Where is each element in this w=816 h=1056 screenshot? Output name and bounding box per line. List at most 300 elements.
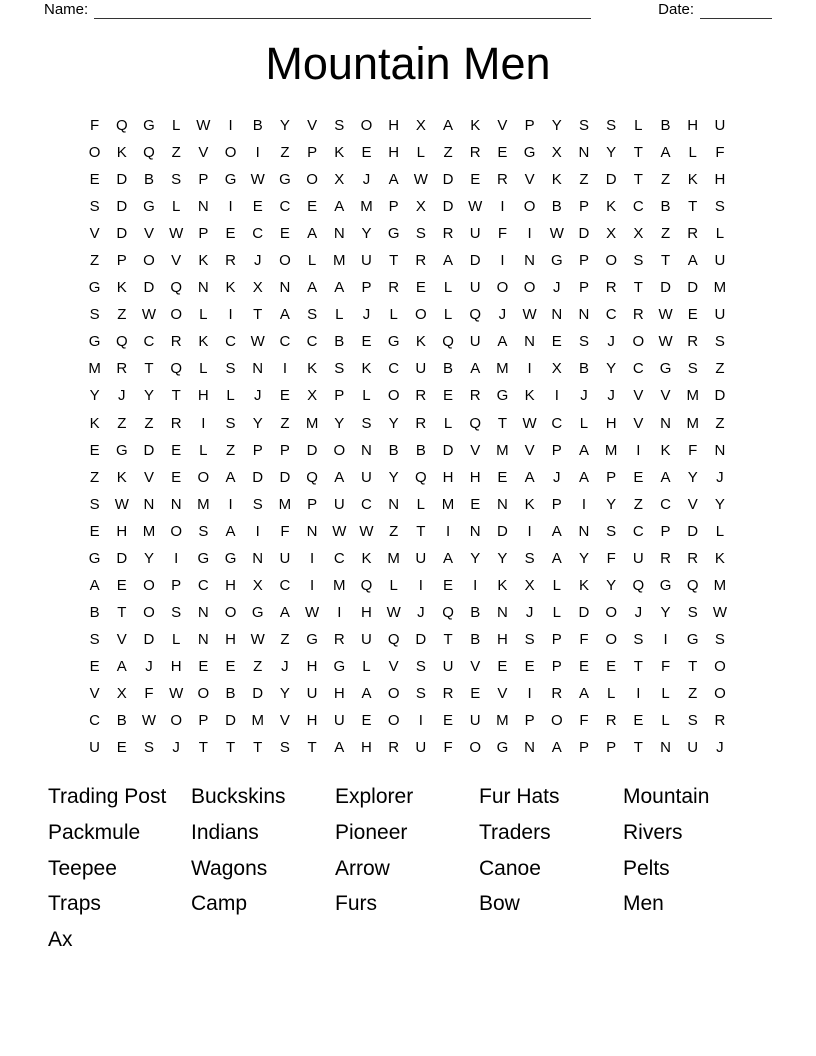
- grid-letter: S: [606, 522, 617, 540]
- grid-letter: P: [361, 279, 372, 297]
- grid-letter: E: [361, 144, 372, 162]
- grid-letter: C: [551, 414, 563, 432]
- page-title: Mountain Men: [265, 38, 551, 89]
- grid-letter: W: [658, 333, 673, 351]
- grid-letter: B: [443, 360, 454, 378]
- grid-letter: Y: [497, 549, 508, 567]
- grid-letter: Q: [686, 576, 699, 594]
- grid-letter: O: [360, 117, 373, 135]
- grid-letter: Z: [280, 414, 290, 432]
- grid-letter: K: [524, 495, 535, 513]
- grid-letter: G: [224, 171, 237, 189]
- grid-letter: P: [578, 252, 589, 270]
- grid-letter: J: [607, 387, 615, 405]
- grid-letter: L: [199, 441, 208, 459]
- grid-letter: Z: [144, 414, 154, 432]
- word-list-item: Teepee: [48, 856, 117, 880]
- grid-letter: R: [170, 333, 182, 351]
- grid-letter: R: [415, 387, 427, 405]
- grid-letter: P: [252, 441, 263, 459]
- grid-letter: M: [333, 252, 346, 270]
- grid-letter: E: [497, 144, 508, 162]
- grid-letter: V: [116, 630, 127, 648]
- grid-letter: A: [470, 360, 481, 378]
- grid-letter: T: [171, 387, 181, 405]
- grid-letter: O: [224, 144, 237, 162]
- grid-letter: V: [633, 387, 644, 405]
- grid-letter: C: [660, 495, 671, 513]
- grid-letter: N: [388, 495, 400, 513]
- grid-letter: V: [633, 414, 644, 432]
- grid-letter: E: [279, 225, 290, 243]
- grid-letter: X: [415, 198, 426, 216]
- grid-letter: Y: [361, 225, 372, 243]
- grid-letter: C: [306, 333, 318, 351]
- grid-letter: O: [523, 279, 536, 297]
- grid-letter: G: [306, 630, 318, 648]
- grid-letter: R: [469, 144, 481, 162]
- grid-letter: L: [199, 360, 208, 378]
- grid-letter: O: [550, 712, 563, 730]
- word-list-column: [191, 779, 335, 958]
- grid-letter: E: [606, 657, 617, 675]
- grid-letter: H: [170, 657, 182, 675]
- grid-letter: W: [196, 117, 211, 135]
- grid-letter: A: [225, 468, 236, 486]
- grid-letter: U: [306, 685, 318, 702]
- grid-letter: A: [497, 333, 508, 351]
- grid-letter: I: [255, 144, 260, 162]
- grid-letter: R: [469, 387, 481, 405]
- grid-letter: P: [660, 522, 671, 540]
- grid-letter: E: [470, 495, 481, 513]
- word-list: [48, 779, 768, 958]
- grid-letter: X: [116, 685, 127, 702]
- grid-letter: S: [687, 712, 698, 730]
- grid-letter: A: [279, 306, 290, 324]
- grid-letter: R: [442, 685, 454, 702]
- grid-letter: Y: [279, 117, 290, 135]
- grid-letter: V: [524, 171, 535, 189]
- grid-letter: W: [712, 603, 727, 621]
- grid-letter: S: [198, 522, 209, 540]
- grid-letter: M: [441, 495, 455, 513]
- grid-letter: H: [496, 630, 508, 648]
- grid-letter: K: [687, 171, 698, 189]
- grid-letter: M: [713, 279, 727, 297]
- grid-letter: Z: [579, 171, 589, 189]
- grid-letter: Z: [715, 414, 725, 432]
- grid-letter: D: [578, 225, 590, 243]
- grid-letter: I: [500, 252, 505, 270]
- grid-letter: O: [605, 630, 617, 648]
- grid-letter: J: [362, 306, 371, 324]
- grid-letter: C: [143, 333, 155, 351]
- grid-letter: R: [116, 360, 128, 378]
- grid-letter: T: [307, 739, 317, 757]
- grid-letter: B: [252, 117, 263, 135]
- grid-letter: U: [714, 306, 726, 324]
- grid-letter: Q: [115, 117, 128, 135]
- grid-letter: L: [416, 495, 426, 513]
- grid-letter: S: [171, 603, 182, 621]
- date-label: Date:: [658, 1, 694, 18]
- grid-letter: P: [171, 576, 182, 594]
- grid-letter: E: [252, 198, 263, 216]
- grid-letter: B: [334, 333, 345, 351]
- grid-letter: D: [687, 522, 699, 540]
- grid-letter: U: [333, 712, 345, 730]
- grid-letter: J: [498, 306, 507, 324]
- grid-letter: R: [225, 252, 236, 270]
- grid-letter: O: [143, 252, 155, 270]
- grid-letter: H: [442, 468, 454, 486]
- grid-letter: Y: [606, 576, 617, 594]
- grid-letter: W: [386, 603, 401, 621]
- grid-letter: U: [469, 279, 481, 297]
- grid-letter: H: [469, 468, 481, 486]
- grid-letter: O: [197, 685, 210, 702]
- grid-letter: D: [116, 225, 128, 243]
- grid-letter: P: [524, 712, 535, 730]
- grid-letter: V: [470, 441, 481, 459]
- grid-letter: C: [605, 306, 617, 324]
- grid-letter: O: [387, 685, 400, 702]
- grid-letter: G: [251, 603, 264, 621]
- grid-letter: A: [551, 549, 562, 567]
- grid-letter: A: [443, 549, 454, 567]
- grid-letter: M: [88, 360, 101, 378]
- grid-letter: S: [252, 495, 263, 513]
- grid-letter: I: [636, 685, 641, 702]
- grid-letter: L: [389, 306, 398, 324]
- grid-letter: F: [606, 549, 616, 567]
- grid-letter: K: [116, 144, 127, 162]
- grid-letter: T: [117, 603, 127, 621]
- grid-letter: S: [633, 252, 644, 270]
- grid-letter: O: [496, 279, 509, 297]
- grid-letter: B: [415, 441, 426, 459]
- grid-letter: E: [89, 171, 100, 189]
- grid-letter: G: [550, 252, 563, 270]
- grid-letter: G: [279, 171, 291, 189]
- grid-letter: Y: [660, 603, 671, 621]
- grid-letter: R: [605, 279, 617, 297]
- grid-letter: N: [524, 333, 536, 351]
- grid-letter: P: [279, 441, 290, 459]
- grid-letter: P: [551, 630, 562, 648]
- grid-letter: C: [225, 333, 236, 351]
- grid-letter: T: [389, 252, 399, 270]
- grid-letter: W: [549, 225, 564, 243]
- grid-letter: Y: [687, 468, 698, 486]
- grid-letter: W: [141, 712, 157, 730]
- grid-letter: G: [387, 333, 400, 351]
- grid-letter: Z: [117, 306, 127, 324]
- grid-letter: E: [116, 576, 127, 594]
- grid-letter: S: [334, 360, 345, 378]
- grid-letter: K: [116, 468, 127, 486]
- grid-letter: X: [606, 225, 617, 243]
- grid-letter: S: [307, 306, 318, 324]
- grid-letter: V: [524, 441, 535, 459]
- grid-letter: L: [688, 144, 697, 162]
- grid-letter: V: [89, 685, 100, 702]
- grid-letter: E: [443, 576, 454, 594]
- grid-letter: M: [713, 576, 727, 594]
- grid-letter: X: [633, 225, 644, 243]
- grid-letter: S: [89, 495, 100, 513]
- grid-letter: N: [306, 522, 318, 540]
- grid-letter: V: [143, 468, 154, 486]
- grid-letter: H: [361, 739, 372, 757]
- grid-letter: G: [333, 657, 346, 675]
- grid-letter: A: [660, 144, 671, 162]
- grid-letter: D: [714, 387, 726, 405]
- grid-letter: T: [688, 657, 698, 675]
- grid-letter: J: [253, 252, 262, 270]
- grid-letter: N: [660, 739, 671, 757]
- word-list-item: Traders: [479, 820, 551, 844]
- grid-letter: J: [580, 387, 588, 405]
- grid-letter: B: [551, 198, 562, 216]
- grid-letter: I: [201, 414, 206, 432]
- grid-letter: E: [470, 171, 481, 189]
- grid-letter: Y: [143, 387, 154, 405]
- grid-letter: Q: [469, 414, 482, 432]
- grid-letter: W: [141, 306, 157, 324]
- grid-letter: Z: [90, 468, 100, 486]
- grid-letter: M: [197, 495, 210, 513]
- grid-letter: P: [198, 712, 209, 730]
- grid-letter: Q: [170, 279, 182, 297]
- grid-letter: K: [198, 252, 209, 270]
- grid-letter: H: [605, 414, 617, 432]
- grid-letter: R: [687, 549, 699, 567]
- grid-letter: E: [361, 712, 372, 730]
- grid-letter: A: [524, 468, 535, 486]
- grid-letter: G: [88, 333, 101, 351]
- grid-letter: Z: [171, 144, 181, 162]
- grid-letter: Z: [715, 360, 725, 378]
- grid-letter: Z: [280, 630, 290, 648]
- grid-letter: E: [497, 468, 508, 486]
- grid-letter: W: [359, 522, 374, 540]
- grid-letter: X: [551, 144, 562, 162]
- grid-letter: L: [335, 306, 344, 324]
- grid-letter: B: [116, 712, 127, 730]
- grid-letter: L: [552, 603, 561, 621]
- grid-letter: Q: [442, 603, 454, 621]
- grid-letter: F: [497, 225, 507, 243]
- grid-letter: V: [687, 495, 698, 513]
- grid-letter: Z: [688, 685, 698, 702]
- grid-letter: P: [578, 279, 589, 297]
- word-list-item: Packmule: [48, 820, 141, 844]
- grid-letter: C: [632, 522, 644, 540]
- grid-letter: M: [686, 414, 699, 432]
- grid-letter: Y: [334, 414, 345, 432]
- grid-letter: E: [89, 522, 100, 540]
- grid-letter: R: [415, 252, 427, 270]
- grid-letter: S: [606, 117, 617, 135]
- grid-letter: X: [252, 279, 263, 297]
- grid-letter: K: [361, 549, 372, 567]
- grid-letter: N: [578, 306, 590, 324]
- grid-letter: H: [333, 685, 345, 702]
- grid-letter: G: [143, 198, 155, 216]
- grid-letter: H: [388, 144, 400, 162]
- grid-letter: R: [442, 225, 454, 243]
- grid-letter: R: [551, 685, 563, 702]
- grid-letter: T: [198, 739, 208, 757]
- grid-letter: P: [578, 198, 589, 216]
- grid-letter: I: [554, 387, 559, 405]
- grid-letter: R: [632, 306, 644, 324]
- grid-letter: M: [496, 360, 509, 378]
- grid-letter: W: [250, 630, 265, 648]
- grid-letter: R: [170, 414, 182, 432]
- grid-letter: E: [198, 657, 209, 675]
- grid-letter: R: [714, 712, 726, 730]
- grid-letter: X: [415, 117, 426, 135]
- grid-letter: I: [337, 603, 342, 621]
- grid-letter: E: [633, 712, 644, 730]
- grid-letter: S: [361, 414, 372, 432]
- grid-letter: L: [443, 414, 453, 432]
- grid-letter: B: [470, 630, 481, 648]
- grid-letter: A: [279, 603, 290, 621]
- grid-letter: V: [279, 712, 290, 730]
- grid-letter: O: [469, 739, 482, 757]
- grid-letter: X: [551, 360, 562, 378]
- word-list-item: Trading Post: [48, 785, 167, 808]
- grid-letter: W: [658, 306, 673, 324]
- grid-letter: N: [469, 522, 481, 540]
- grid-letter: T: [660, 252, 671, 270]
- grid-letter: R: [388, 279, 400, 297]
- grid-letter: F: [280, 522, 290, 540]
- grid-letter: K: [89, 414, 100, 432]
- grid-letter: R: [687, 225, 699, 243]
- grid-letter: O: [224, 603, 237, 621]
- grid-letter: C: [632, 360, 644, 378]
- grid-letter: A: [89, 576, 100, 594]
- grid-letter: I: [473, 576, 478, 594]
- grid-letter: A: [334, 198, 345, 216]
- grid-letter: Q: [387, 630, 400, 648]
- grid-letter: K: [578, 576, 589, 594]
- grid-letter: J: [553, 279, 561, 297]
- grid-letter: F: [579, 630, 589, 648]
- grid-letter: K: [334, 144, 345, 162]
- grid-letter: L: [606, 685, 616, 702]
- grid-letter: L: [579, 414, 589, 432]
- grid-letter: U: [415, 549, 427, 567]
- grid-letter: T: [633, 144, 643, 162]
- grid-letter: M: [496, 712, 509, 730]
- grid-letter: P: [524, 117, 535, 135]
- grid-letter: N: [197, 630, 209, 648]
- grid-letter: I: [228, 495, 233, 513]
- grid-letter: H: [306, 712, 318, 730]
- grid-letter: J: [362, 171, 371, 189]
- word-list-item: Pioneer: [335, 820, 408, 844]
- grid-letter: L: [661, 712, 670, 730]
- grid-letter: O: [605, 252, 617, 270]
- grid-letter: V: [143, 225, 154, 243]
- word-search-grid: [81, 112, 734, 761]
- grid-letter: E: [361, 333, 372, 351]
- grid-letter: J: [118, 387, 126, 405]
- grid-letter: M: [278, 495, 292, 513]
- grid-letter: M: [387, 549, 400, 567]
- grid-letter: C: [361, 495, 372, 513]
- grid-letter: T: [633, 657, 643, 675]
- grid-letter: D: [279, 468, 291, 486]
- grid-letter: D: [578, 603, 590, 621]
- grid-letter: O: [170, 306, 182, 324]
- grid-letter: Y: [551, 117, 562, 135]
- grid-letter: G: [496, 739, 509, 757]
- grid-letter: G: [197, 549, 210, 567]
- grid-letter: M: [333, 576, 346, 594]
- grid-letter: I: [527, 522, 532, 540]
- grid-letter: R: [660, 549, 671, 567]
- grid-letter: V: [388, 657, 399, 675]
- grid-letter: I: [500, 198, 505, 216]
- grid-letter: S: [225, 414, 236, 432]
- grid-letter: T: [497, 414, 507, 432]
- grid-letter: U: [469, 712, 481, 730]
- grid-letter: L: [226, 387, 235, 405]
- grid-letter: Z: [225, 441, 236, 459]
- grid-letter: E: [470, 685, 481, 702]
- grid-letter: M: [251, 712, 264, 730]
- grid-letter: L: [715, 522, 725, 540]
- grid-letter: O: [387, 712, 400, 730]
- grid-letter: O: [279, 252, 291, 270]
- grid-letter: O: [387, 387, 400, 405]
- grid-letter: N: [197, 279, 209, 297]
- grid-letter: K: [714, 549, 725, 567]
- grid-letter: F: [688, 441, 698, 459]
- grid-letter: U: [632, 549, 644, 567]
- grid-letter: C: [632, 198, 644, 216]
- grid-letter: P: [606, 468, 617, 486]
- grid-letter: E: [497, 657, 508, 675]
- grid-letter: P: [388, 198, 399, 216]
- grid-letter: U: [714, 117, 726, 135]
- grid-letter: N: [496, 603, 508, 621]
- grid-letter: G: [115, 441, 128, 459]
- grid-letter: B: [660, 117, 671, 135]
- grid-letter: L: [443, 306, 453, 324]
- grid-letter: R: [496, 171, 508, 189]
- grid-letter: Z: [633, 495, 643, 513]
- grid-letter: R: [333, 630, 345, 648]
- grid-letter: Z: [280, 144, 290, 162]
- grid-letter: Q: [469, 306, 482, 324]
- grid-letter: W: [114, 495, 129, 513]
- grid-letter: P: [578, 739, 589, 757]
- grid-letter: I: [255, 522, 260, 540]
- word-list-item: Buckskins: [191, 785, 286, 808]
- grid-letter: Q: [442, 333, 454, 351]
- word-list-item: Canoe: [479, 856, 541, 880]
- grid-letter: O: [143, 576, 155, 594]
- grid-letter: L: [307, 252, 317, 270]
